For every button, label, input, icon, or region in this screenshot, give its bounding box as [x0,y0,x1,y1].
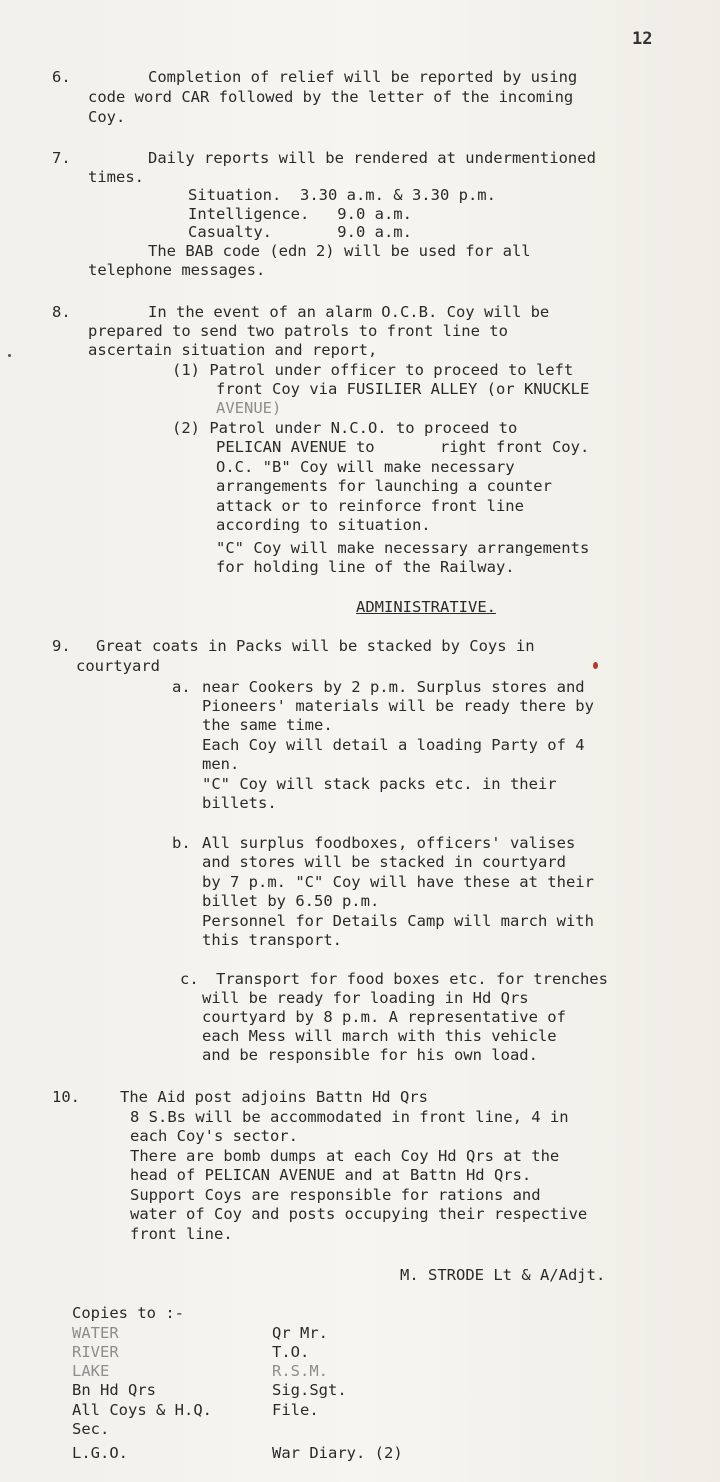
para-9c-line: will be ready for loading in Hd Qrs [202,989,529,1007]
copies-left-item: L.G.O. [72,1444,128,1462]
copies-heading: Copies to :- [72,1304,184,1322]
para-9a-line: "C" Coy will stack packs etc. in their [202,775,557,793]
copies-left-item: All Coys & H.Q. [72,1401,212,1419]
para-10-line: The Aid post adjoins Battn Hd Qrs [120,1088,428,1106]
para-9b-label: b. [172,834,191,852]
para-8-line: PELICAN AVENUE to right front Coy. [216,438,590,456]
para-9b-line: billet by 6.50 p.m. [202,892,380,910]
para-9c-label: c. [180,970,199,988]
para-8-line: (1) Patrol under officer to proceed to left [172,361,574,379]
para-9a-line: near Cookers by 2 p.m. Surplus stores and [202,678,585,696]
copies-right-item: File. [272,1401,319,1419]
para-8-line: AVENUE) [216,399,282,417]
para-6-line: Completion of relief will be reported by using [148,68,578,86]
para-10-line: water of Coy and posts occupying their respective [130,1205,588,1223]
para-8-line: "C" Coy will make necessary arrangements [216,539,590,557]
para-7-line: telephone messages. [88,261,266,279]
para-10-number: 10. [52,1088,80,1106]
para-9a-line: Pioneers' materials will be ready there by [202,697,594,715]
para-9b-line: and stores will be stacked in courtyard [202,853,566,871]
para-8-line: prepared to send two patrols to front line to [88,322,508,340]
para-9b-line: by 7 p.m. "C" Coy will have these at their [202,873,594,891]
para-9a-line: men. [202,755,240,773]
para-9b-line: All surplus foodboxes, officers' valises [202,834,576,852]
para-9c-line: and be responsible for his own load. [202,1046,538,1064]
para-10-line: There are bomb dumps at each Coy Hd Qrs at the [130,1147,560,1165]
para-9-number: 9. [52,637,71,655]
para-9a-line: Each Coy will detail a loading Party of 4 [202,736,585,754]
para-8-line: arrangements for launching a counter [216,477,552,495]
para-7-line: Daily reports will be rendered at undermentioned [148,149,596,167]
para-6-number: 6. [52,68,71,86]
para-9c-line: Transport for food boxes etc. for trenches [216,970,608,988]
para-10-line: 8 S.Bs will be accommodated in front line, 4 in [130,1108,569,1126]
para-7-number: 7. [52,149,71,167]
para-8-line: front Coy via FUSILIER ALLEY (or KNUCKLE [216,380,590,398]
para-9b-line: this transport. [202,931,342,949]
para-9c-line: courtyard by 8 p.m. A representative of [202,1008,566,1026]
para-9c-line: each Mess will march with this vehicle [202,1027,557,1045]
para-7-line: Intelligence. 9.0 a.m. [188,205,412,223]
para-8-number: 8. [52,303,71,321]
para-6-line: Coy. [88,108,126,126]
copies-right-item: T.O. [272,1343,310,1361]
para-10-line: Support Coys are responsible for rations and [130,1186,541,1204]
copies-left-item: Sec. [72,1420,110,1438]
copies-left-item: RIVER [72,1343,119,1361]
para-8-line: according to situation. [216,516,431,534]
copies-left-item: Bn Hd Qrs [72,1381,156,1399]
para-7-line: times. [88,168,144,186]
para-10-line: front line. [130,1225,233,1243]
para-8-line: attack or to reinforce front line [216,497,524,515]
para-7-line: Casualty. 9.0 a.m. [188,223,412,241]
para-9-line: courtyard [76,657,160,675]
page-number: 12 [632,29,653,49]
para-9a-line: billets. [202,794,277,812]
copies-right-item: War Diary. (2) [272,1444,403,1462]
para-10-line: each Coy's sector. [130,1127,298,1145]
administrative-heading: ADMINISTRATIVE. [356,598,496,616]
signature-block: M. STRODE Lt & A/Adjt. [400,1266,606,1284]
copies-right-item: Qr Mr. [272,1324,328,1342]
para-8-line: for holding line of the Railway. [216,558,515,576]
para-9a-line: the same time. [202,716,333,734]
para-9a-label: a. [172,678,191,696]
para-8-line: O.C. "B" Coy will make necessary [216,458,515,476]
para-10-line: head of PELICAN AVENUE and at Battn Hd Qrs. [130,1166,532,1184]
para-8-line: In the event of an alarm O.C.B. Coy will be [148,303,550,321]
para-9b-line: Personnel for Details Camp will march with [202,912,594,930]
copies-right-item: R.S.M. [272,1362,328,1380]
para-7-line: Situation. 3.30 a.m. & 3.30 p.m. [188,186,496,204]
para-7-line: The BAB code (edn 2) will be used for all [148,242,531,260]
para-8-line: ascertain situation and report, [88,341,378,359]
copies-right-item: Sig.Sgt. [272,1381,347,1399]
para-9-line: Great coats in Packs will be stacked by Coys in [96,637,535,655]
paper-speck [593,662,598,669]
para-6-line: code word CAR followed by the letter of the incoming [88,88,574,106]
copies-left-item: WATER [72,1324,119,1342]
para-8-line: (2) Patrol under N.C.O. to proceed to [172,419,518,437]
paper-speck [8,354,11,357]
copies-left-item: LAKE [72,1362,110,1380]
